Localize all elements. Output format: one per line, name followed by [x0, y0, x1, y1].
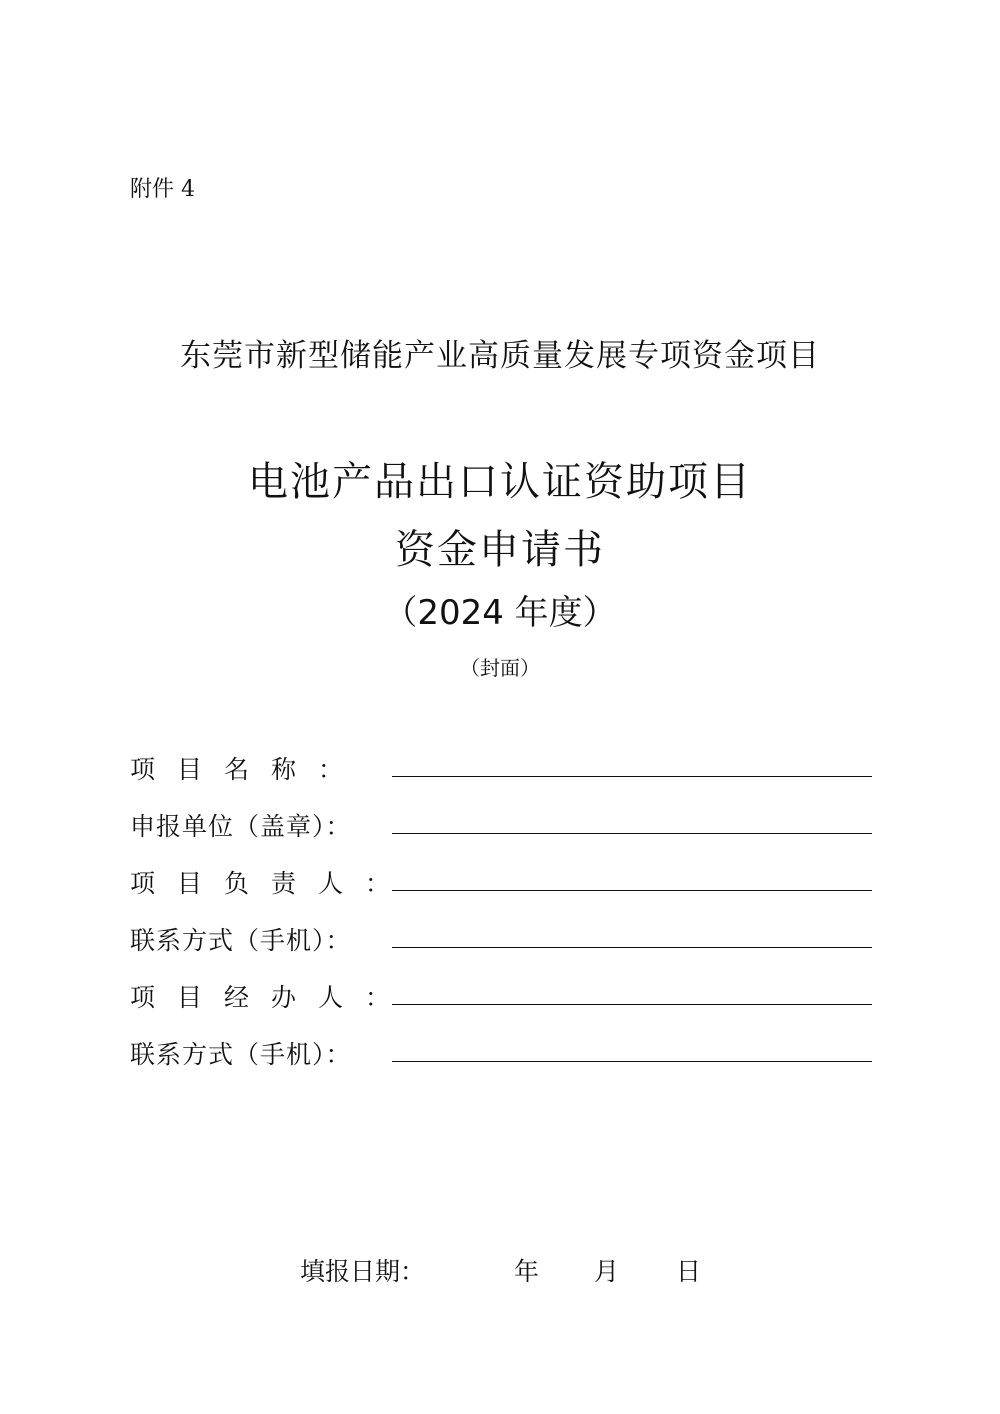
application-fields: [130, 746, 872, 1088]
date-day-unit: 日: [676, 1257, 702, 1286]
main-title: 电池产品出口认证资助项目: [248, 459, 752, 505]
field-label: 联系方式（手机）：: [130, 1040, 352, 1069]
field-blank-line[interactable]: [392, 1004, 872, 1005]
sub-title: 资金申请书: [395, 527, 605, 573]
field-handler-contact: [130, 1031, 872, 1088]
field-blank-line[interactable]: [392, 947, 872, 948]
field-project-handler: [130, 974, 872, 1031]
field-blank-line[interactable]: [392, 833, 872, 834]
field-project-name: [130, 746, 872, 803]
date-month-unit: 月: [594, 1257, 620, 1286]
field-applicant-unit: [130, 803, 872, 860]
field-blank-line[interactable]: [392, 1061, 872, 1062]
field-blank-line[interactable]: [392, 890, 872, 891]
field-project-leader: [130, 860, 872, 917]
field-label: 联系方式（手机）：: [130, 926, 352, 955]
date-year-unit: 年: [514, 1257, 540, 1286]
program-title: 东莞市新型储能产业高质量发展专项资金项目: [180, 338, 820, 374]
field-leader-contact: [130, 917, 872, 974]
field-label: 申报单位（盖章）：: [130, 812, 352, 841]
field-label: 项目负责人：: [130, 869, 413, 898]
attachment-label: 附件 4: [130, 177, 195, 202]
cover-note: （封面）: [460, 656, 540, 680]
field-label: 项目经办人：: [130, 983, 413, 1012]
field-blank-line[interactable]: [392, 776, 872, 777]
field-label: 项目名称：: [130, 755, 366, 784]
date-label: 填报日期：: [300, 1257, 426, 1286]
year-label: （2024 年度）: [383, 593, 617, 633]
